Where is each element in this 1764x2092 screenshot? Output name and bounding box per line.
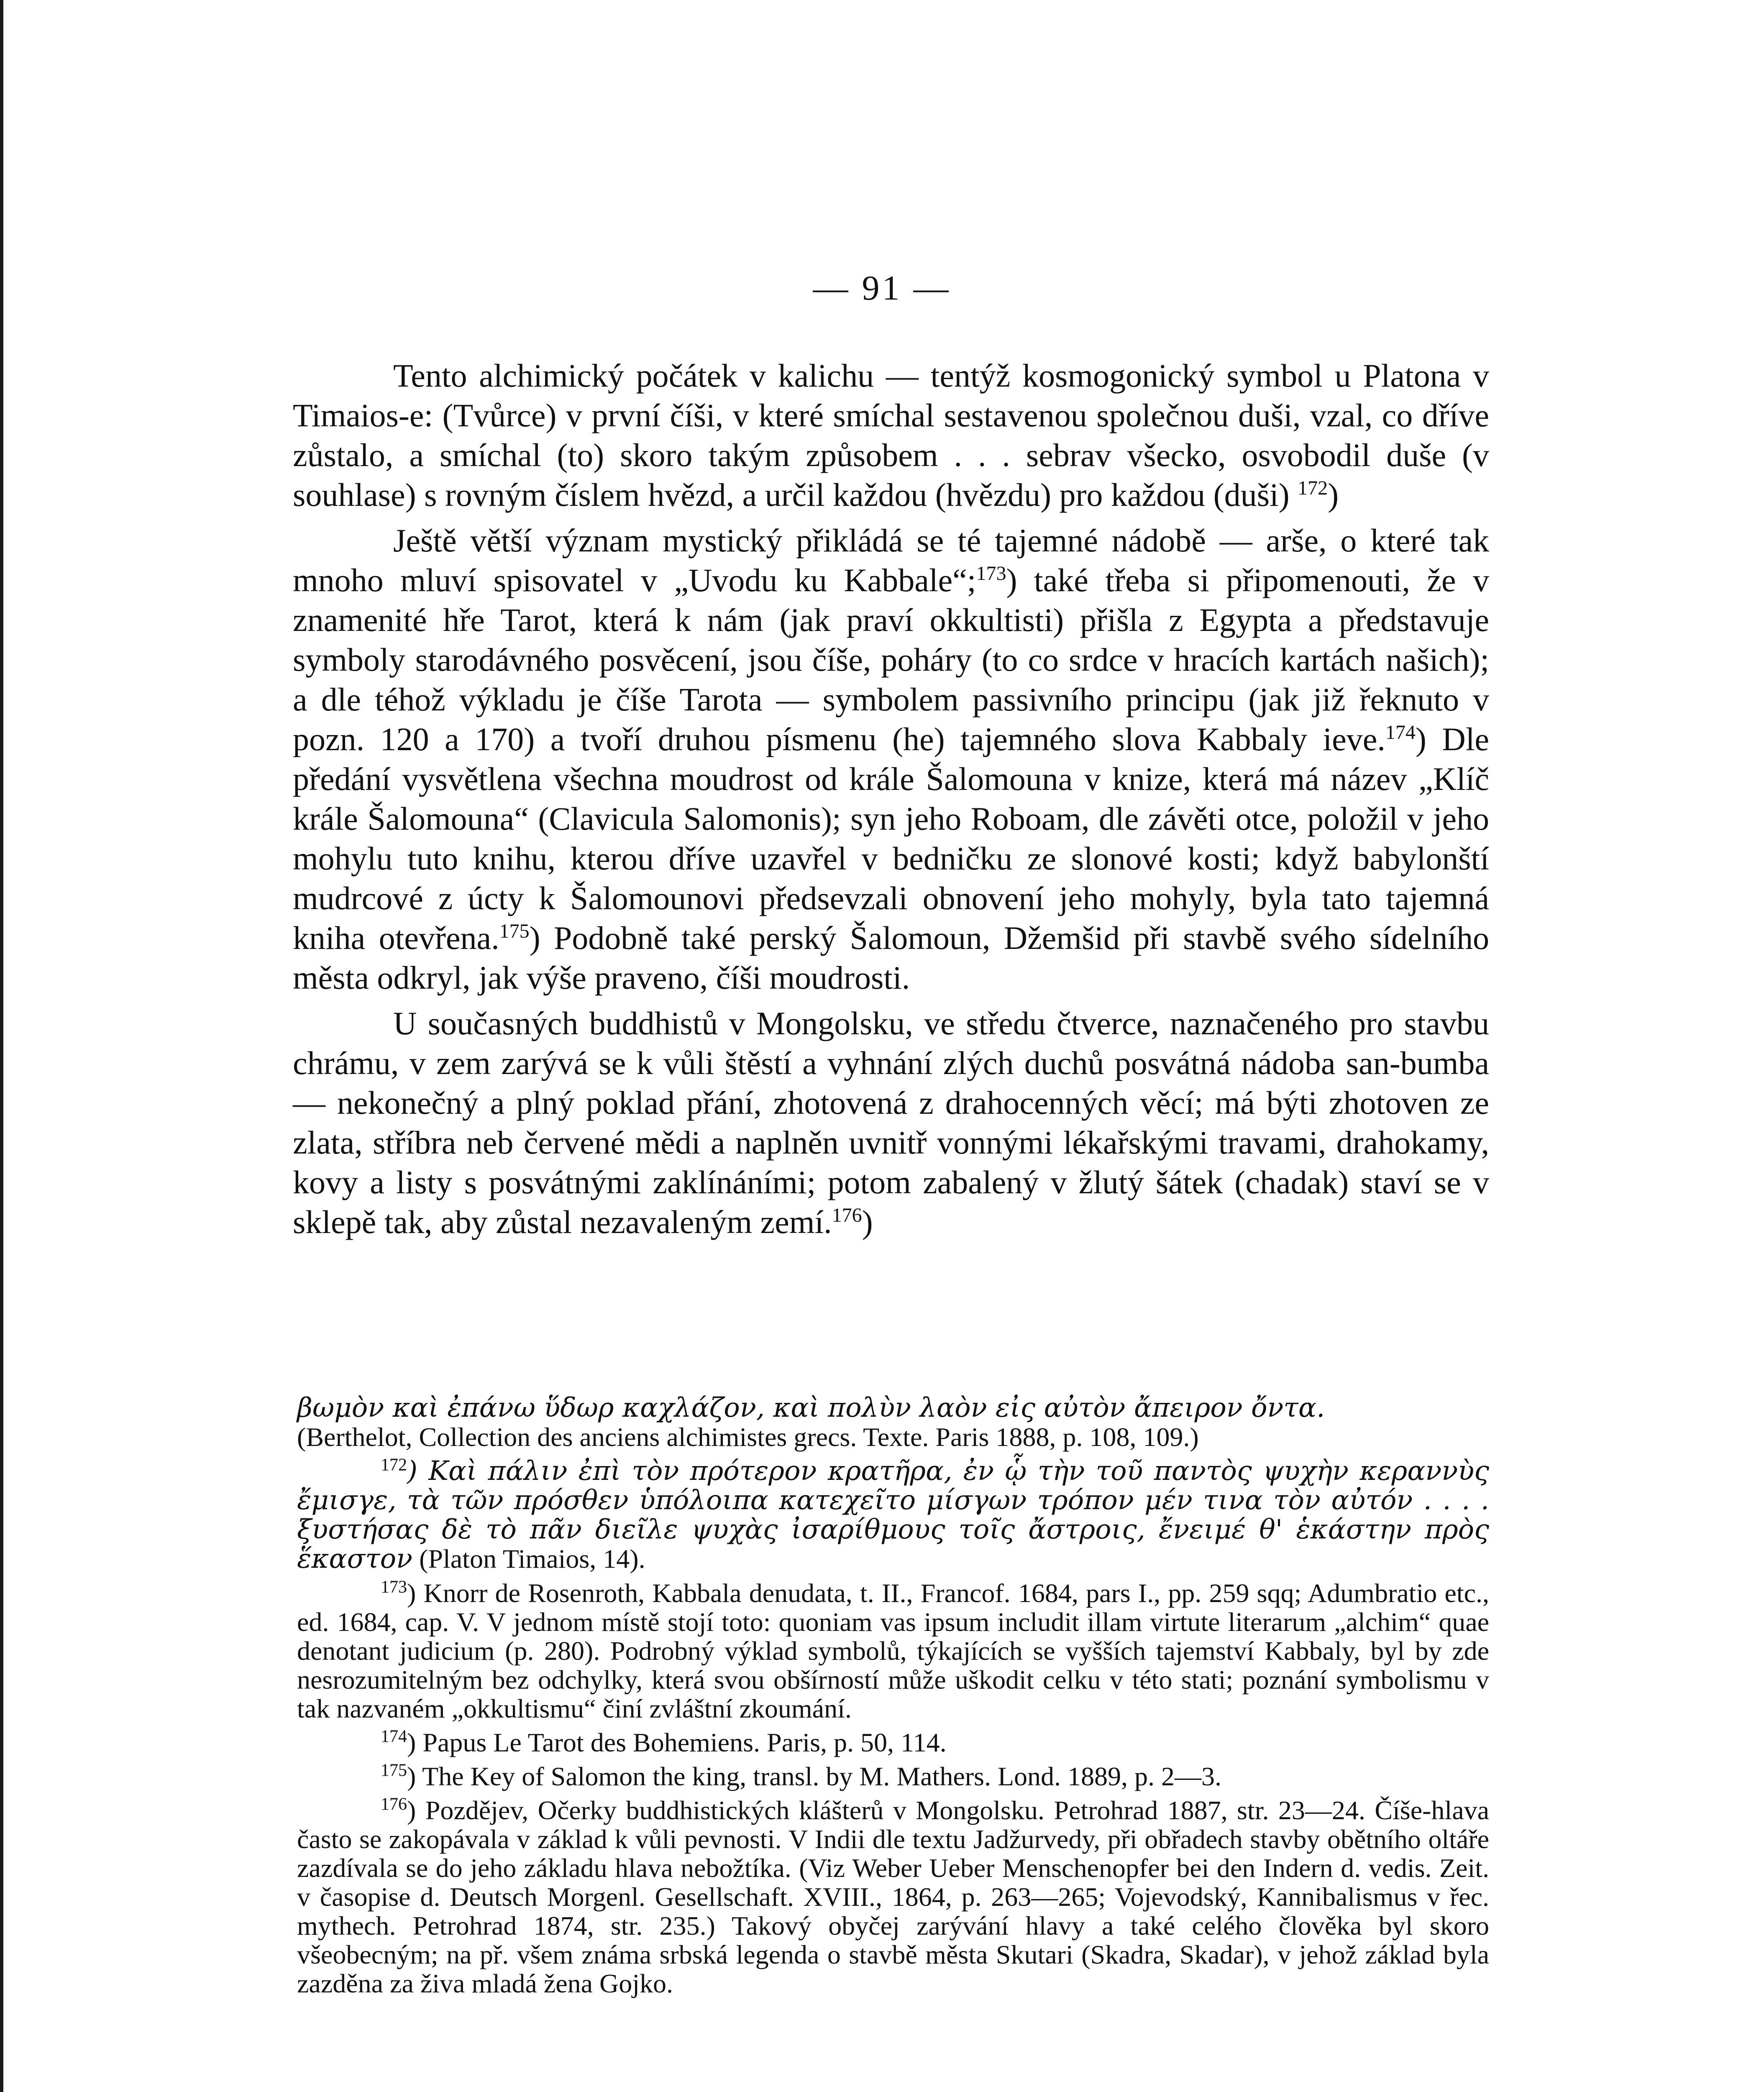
footnote-175 — [297, 1762, 1489, 1791]
paragraph-3 — [293, 1003, 1489, 1242]
footnote-176-number: 176 — [381, 1795, 407, 1814]
footnote-ref-173[interactable]: 173 — [976, 562, 1006, 585]
footnotes — [297, 1393, 1489, 2003]
footnote-171-citation: (Berthelot, Collection des anciens alchimistes grecs. Texte. Paris 1888, p. 108, 109.) — [297, 1422, 1199, 1452]
page-number: — 91 — — [813, 269, 951, 308]
body-text — [293, 356, 1489, 1248]
footnote-ref-174[interactable]: 174 — [1385, 721, 1416, 743]
paragraph-2 — [293, 520, 1489, 997]
paragraph-3-end: ) — [862, 1204, 873, 1240]
footnote-174-text: ) Papus Le Tarot des Bohemiens. Paris, p. 50, 114. — [407, 1728, 947, 1757]
footnote-173 — [297, 1579, 1489, 1723]
footnote-172 — [297, 1456, 1489, 1574]
footnote-174 — [297, 1728, 1489, 1757]
footnote-172-citation: (Platon Timaios, 14). — [412, 1544, 645, 1574]
footnote-173-text: ) Knorr de Rosenroth, Kabbala denudata, t. II., Francof. 1684, pars I., pp. 259 sqq; Adumbratio etc., ed. 1684, cap. V. V jednom místě stojí toto: quoniam vas ipsum includit illam virtute literarum „alchim“ quae denotant judicium (p. 280). Podrobný výklad symbolů, týkajících se vyšších tajemství Kabbaly, byl by zde nesrozumitelným bez odchylky, která svou obšírností může uškodit celku v této stati; poznání symbolismu v tak nazvaném „okkultismu“ činí zvláštní zkoumání. — [297, 1578, 1489, 1723]
scan-edge — [0, 0, 3, 2092]
footnote-176-text: ) Pozdějev, Očerky buddhistických klášterů v Mongolsku. Petrohrad 1887, str. 23—24. Číše-hlava často se zakopávala v základ k vůli pevnosti. V Indii dle textu Jadžurvedy, při obřadech stavby obětního oltáře zazdívala se do jeho základu hlava nebožtíka. (Viz Weber Ueber Menschenopfer bei den Indern d. vedis. Zeit. v časopise d. Deutsch Morgenl. Gesellschaft. XVIII., 1864, p. 263—265; Vojevodský, Kannibalismus v řec. mythech. Petrohrad 1874, str. 235.) Takový obyčej zarývání hlavy a také celého člověka byl skoro všeobecným; na př. všem známa srbská legenda o stavbě města Skutari (Skadra, Skadar), v jehož základ byla zazděna za živa mladá žena Gojko. — [297, 1795, 1489, 1998]
footnote-171-continuation — [297, 1393, 1489, 1451]
paragraph-2-text-a: Ještě větší význam mystický přikládá se té tajemné nádobě — arše, o které tak mnoho mluví spisovatel v „Uvodu ku Kabbale“; — [293, 522, 1489, 598]
footnote-ref-175[interactable]: 175 — [499, 920, 530, 942]
footnote-ref-176[interactable]: 176 — [832, 1204, 862, 1226]
footnote-175-number: 175 — [381, 1761, 407, 1780]
footnote-176 — [297, 1796, 1489, 1998]
footnote-174-number: 174 — [381, 1727, 407, 1746]
footnote-172-number: 172 — [381, 1455, 407, 1475]
footnote-ref-172[interactable]: 172 — [1298, 477, 1328, 499]
footnote-172-greek: ) Καὶ πάλιν ἐπὶ τὸν πρότερον κρατῆρα, ἐν ᾧ τὴν τοῦ παντὸς ψυχὴν κεραννὺς ἔμισγε, τὰ τῶν πρόσθεν ὑπόλοιπα κατεχεῖτο μίσγων τρόπον μέν τινα τὸν αὐτόν . . . . ξυστήσας δὲ τὸ πᾶν διεῖλε ψυχὰς ἰσαρίθμους τοῖς ἄστροις, ἔνειμέ θ' ἑκάστην πρὸς ἕκαστον — [297, 1456, 1489, 1574]
paragraph-3-text: U současných buddhistů v Mongolsku, ve středu čtverce, naznačeného pro stavbu chrámu, v zem zarývá se k vůli štěstí a vyhnání zlých duchů posvátná nádoba san-bumba — nekonečný a plný poklad přání, zhotovená z drahocenných věcí; má býti zhotoven ze zlata, stříbra neb červené mědi a naplněn uvnitř vonnými lékařskými travami, drahokamy, kovy a listy s posvátnými zaklínáními; potom zabalený v žlutý šátek (chadak) staví se v sklepě tak, aby zůstal nezavaleným zemí. — [293, 1005, 1489, 1240]
paragraph-1 — [293, 356, 1489, 515]
paragraph-1-end: ) — [1328, 477, 1339, 513]
footnote-171-greek: βωμὸν καὶ ἐπάνω ὕδωρ καχλάζον, καὶ πολὺν λαὸν εἰς αὐτὸν ἄπειρον ὄντα. — [297, 1392, 1325, 1423]
footnote-173-number: 173 — [381, 1577, 407, 1597]
paragraph-2-text-b: ) také třeba si připomenouti, že v znamenité hře Tarot, která k nám (jak praví okkultisti) přišla z Egypta a představuje symboly starodávného posvěcení, jsou číše, poháry (to co srdce v hracích kartách našich); a dle téhož výkladu je číše Tarota — symbolem passivního principu (jak již řeknuto v pozn. 120 a 170) a tvoří druhou písmenu (he) tajemného slova Kabbaly ieve. — [293, 562, 1489, 757]
paragraph-1-text: Tento alchimický počátek v kalichu — tentýž kosmogonický symbol u Platona v Timaios-e: (Tvůrce) v první číši, v které smíchal sestavenou společnou duši, vzal, co dříve zůstalo, a smíchal (to) skoro takým způsobem . . . sebrav všecko, osvobodil duše (v souhlase) s rovným číslem hvězd, a určil každou (hvězdu) pro každou (duši) — [293, 357, 1489, 513]
paragraph-2-text-c: ) Dle předání vysvětlena všechna moudrost od krále Šalomouna v knize, která má název „Klíč krále Šalomouna“ (Clavicula Salomonis); syn jeho Roboam, dle závěti otce, položil v jeho mohylu tuto knihu, kterou dříve uzavřel v bedničku ze slonové kosti; když babylonští mudrcové z úcty k Šalomounovi předsevzali obnovení jeho mohyly, byla tato tajemná kniha otevřena. — [293, 721, 1489, 956]
footnote-175-text: ) The Key of Salomon the king, transl. by M. Mathers. Lond. 1889, p. 2—3. — [407, 1761, 1222, 1791]
paragraph-2-text-d: ) Podobně také perský Šalomoun, Džemšid při stavbě svého sídelního města odkryl, jak výše praveno, číši moudrosti. — [293, 920, 1489, 996]
